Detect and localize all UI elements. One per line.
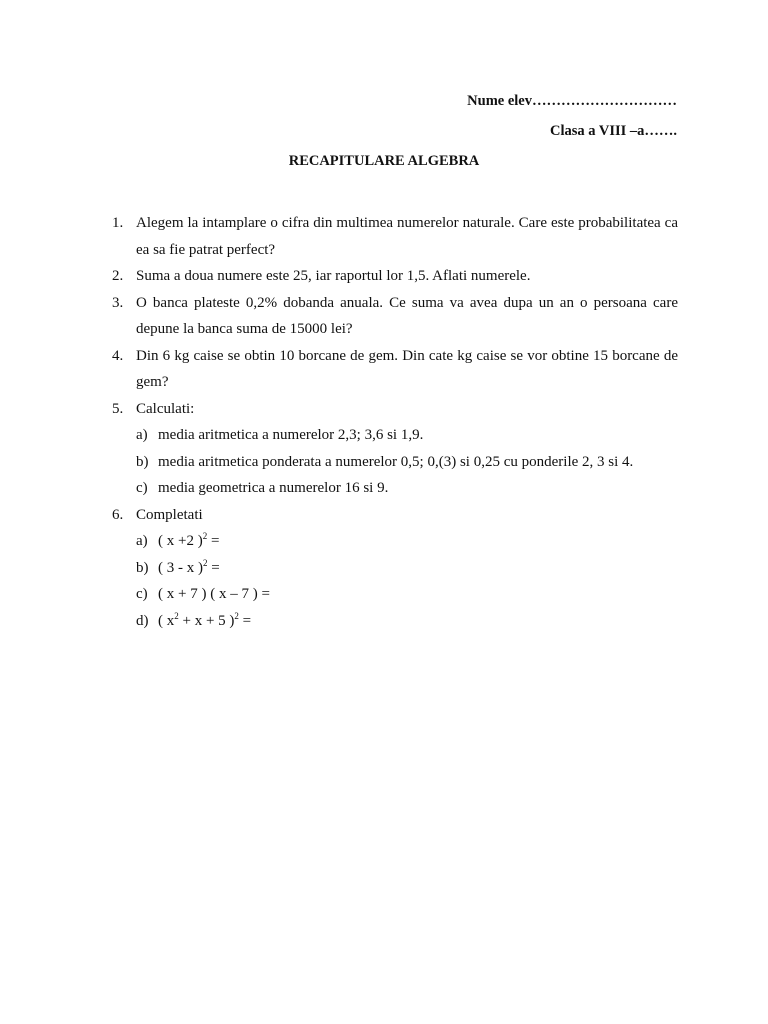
- question-6: [112, 502, 678, 635]
- question-number: 5.: [112, 400, 124, 417]
- student-name-line: Nume elev…………………………: [467, 93, 677, 109]
- expression-part: =: [238, 612, 252, 629]
- expression-part: ( x: [158, 612, 175, 629]
- question-2: [112, 263, 678, 290]
- expression-part: ( x +2 ): [158, 533, 203, 549]
- subquestion-5b: [136, 449, 678, 476]
- subquestion-list: [136, 528, 678, 634]
- subquestion-5a: [136, 422, 678, 449]
- subquestion-list: [136, 422, 678, 502]
- question-text: Calculati:: [136, 400, 195, 417]
- question-4: [112, 343, 678, 396]
- exponent: 2: [234, 610, 239, 621]
- subquestion-text: media geometrica a numerelor 16 si 9.: [158, 480, 389, 496]
- expression-part: ( 3 - x ): [158, 559, 203, 576]
- question-text: Din 6 kg caise se obtin 10 borcane de gem. Din cate kg caise se vor obtine 15 borcane de gem?: [136, 347, 678, 390]
- subquestion-letter: a): [136, 427, 148, 443]
- subquestion-6b: [136, 555, 678, 582]
- question-text: Completati: [136, 506, 203, 523]
- subquestion-letter: c): [136, 586, 148, 602]
- question-text: O banca plateste 0,2% dobanda anuala. Ce suma va avea dupa un an o persoana care depune la banca suma de 15000 lei?: [136, 294, 678, 337]
- expression-part: =: [207, 559, 220, 576]
- class-line: Clasa a VIII –a…….: [549, 123, 677, 139]
- subquestion-letter: b): [136, 559, 149, 576]
- subquestion-text: media aritmetica a numerelor 2,3; 3,6 si 1,9.: [158, 427, 424, 443]
- subquestion-6a: [136, 528, 678, 555]
- question-text: Alegem la intamplare o cifra din multimea numerelor naturale. Care este probabilitatea ca ea sa fie patrat perfect?: [136, 215, 678, 258]
- expression-part: ( x + 7 ) ( x – 7 ) =: [158, 586, 270, 602]
- question-number: 3.: [112, 294, 124, 311]
- question-list: [112, 210, 678, 634]
- exponent: 2: [174, 610, 179, 621]
- subquestion-letter: c): [136, 480, 148, 496]
- subquestion-text: media aritmetica ponderata a numerelor 0,5; 0,(3) si 0,25 cu ponderile 2, 3 si 4.: [158, 453, 634, 470]
- question-number: 4.: [112, 347, 124, 364]
- subquestion-letter: b): [136, 453, 149, 470]
- subquestion-letter: d): [136, 612, 149, 629]
- question-number: 1.: [112, 215, 124, 231]
- subquestion-5c: [136, 475, 678, 502]
- question-number: 6.: [112, 506, 124, 523]
- question-number: 2.: [112, 268, 124, 284]
- question-5: [112, 396, 678, 502]
- subquestion-6d: [136, 608, 678, 635]
- expression-part: =: [207, 533, 220, 549]
- question-1: [112, 210, 678, 263]
- page-title: RECAPITULARE ALGEBRA: [288, 153, 480, 169]
- question-text: Suma a doua numere este 25, iar raportul lor 1,5. Aflati numerele.: [136, 268, 531, 284]
- expression-part: + x + 5 ): [178, 612, 235, 629]
- subquestion-letter: a): [136, 533, 148, 549]
- exponent: 2: [203, 557, 208, 568]
- exponent: 2: [202, 531, 208, 541]
- subquestion-6c: [136, 581, 678, 608]
- question-3: [112, 290, 678, 343]
